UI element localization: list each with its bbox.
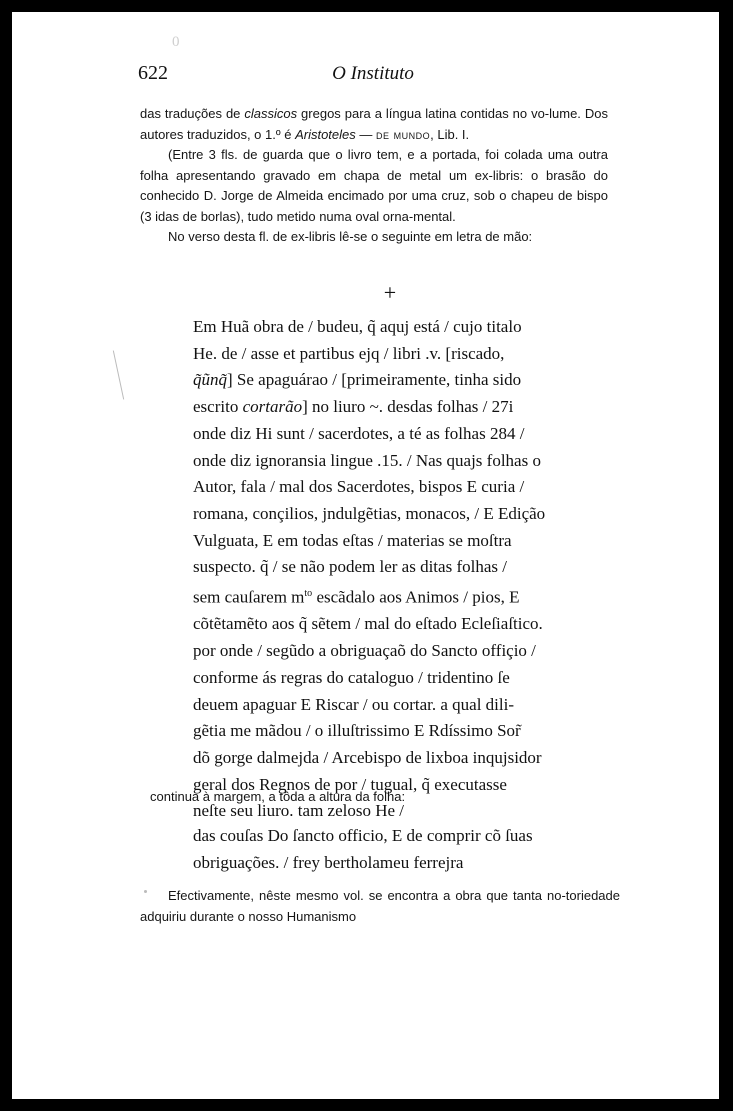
transcription-line: Vulguata, E em todas eſtas / materias se moſtra — [193, 530, 512, 550]
transcription-line: deuem apaguar E Riscar / ou cortar. a qual dili- — [193, 694, 514, 714]
transcription-line: escrito cortarão] no liuro ~. desdas folhas / 27i — [193, 397, 514, 417]
transcription-line: He. de / asse et partibus ejq / libri .v. [riscado, — [193, 343, 505, 363]
transcription-line: conforme ás regras do cataloguo / tridentino ſe — [193, 667, 510, 687]
transcription-line: onde diz Hi sunt / sacerdotes, a té as folhas 284 / — [193, 423, 525, 443]
continuation-line: das couſas Do ſancto officio, E de comprir cõ ſuas — [193, 826, 533, 845]
running-title: O Instituto — [332, 63, 414, 84]
transcription-line: romana, conçilios, jndulgẽtias, monacos, / E Edição — [193, 503, 546, 523]
bleed-through-mark: 0 — [172, 34, 180, 50]
transcription-line: neſte seu liuro. tam zeloso He / — [193, 801, 405, 821]
transcription-line: q̃ũnq̃] Se apaguárao / [primeiramente, tinha sido — [193, 370, 522, 390]
continuation-text — [193, 823, 625, 876]
closing-paragraph: Efectivamente, nêste mesmo vol. se encontra a obra que tanta no-toriedade adquiriu durante o nosso Humanismo — [140, 888, 620, 924]
transcription-line: por onde / segũdo a obriguaçaõ do Sancto offiçio / — [193, 641, 536, 661]
continuation-line: obriguações. / frey bertholameu ferrejra — [193, 852, 464, 872]
transcription-line: cõtẽtamẽto aos q̃ sẽtem / mal do eſtado Ecleſiaſtico. — [193, 614, 543, 634]
intro-paragraph-3: No verso desta fl. de ex-libris lê-se o seguinte em letra de mão: — [168, 229, 533, 244]
intro-text — [140, 104, 608, 248]
intro-paragraph-1: das traduções de classicos gregos para a língua latina contidas no vo-lume. Dos autores traduzidos, o 1.º é Aristoteles — de mundo, Lib. I. — [140, 106, 608, 142]
intro-paragraph-2: (Entre 3 fls. de guarda que o livro tem, e a portada, foi colada uma outra folha apresentando gravado em chapa de metal um ex-libris: o brasão do conhecido D. Jorge de Almeida encimado por uma cruz, sob o chapeu de bispo (3 idas de borlas), tudo metido numa oval orna-mental. — [140, 147, 608, 224]
transcription-line: dõ gorge dalmejda / Arcebispo de lixboa inqujsidor — [193, 747, 542, 767]
cross-symbol: + — [383, 280, 397, 305]
page-number: 622 — [138, 62, 168, 84]
transcription-line: suspecto. q̃ / se não podem ler as ditas folhas / — [193, 557, 507, 577]
transcription-line: Em Huã obra de / budeu, q̃ aquj está / cujo titalo — [193, 317, 522, 336]
transcription-line: geral dos Regnos de por / tugual, q̃ executasse — [193, 774, 507, 794]
transcription-line: Autor, fala / mal dos Sacerdotes, bispos E curia / — [193, 477, 525, 497]
transcription-line: sem cauſarem $m^{to}$ escãdalo aos Animos / pios, E — [193, 587, 520, 607]
margin-note: continua à margem, a tôda a altura da folha: — [150, 789, 406, 804]
handwritten-transcription — [193, 314, 625, 825]
transcription-line: gẽtia me mãdou / o illuſtrissimo E Rdíssimo Sor̃ — [193, 721, 521, 741]
transcription-line: onde diz ignoransia lingue .15. / Nas quajs folhas o — [193, 450, 541, 470]
page-header — [138, 62, 608, 92]
